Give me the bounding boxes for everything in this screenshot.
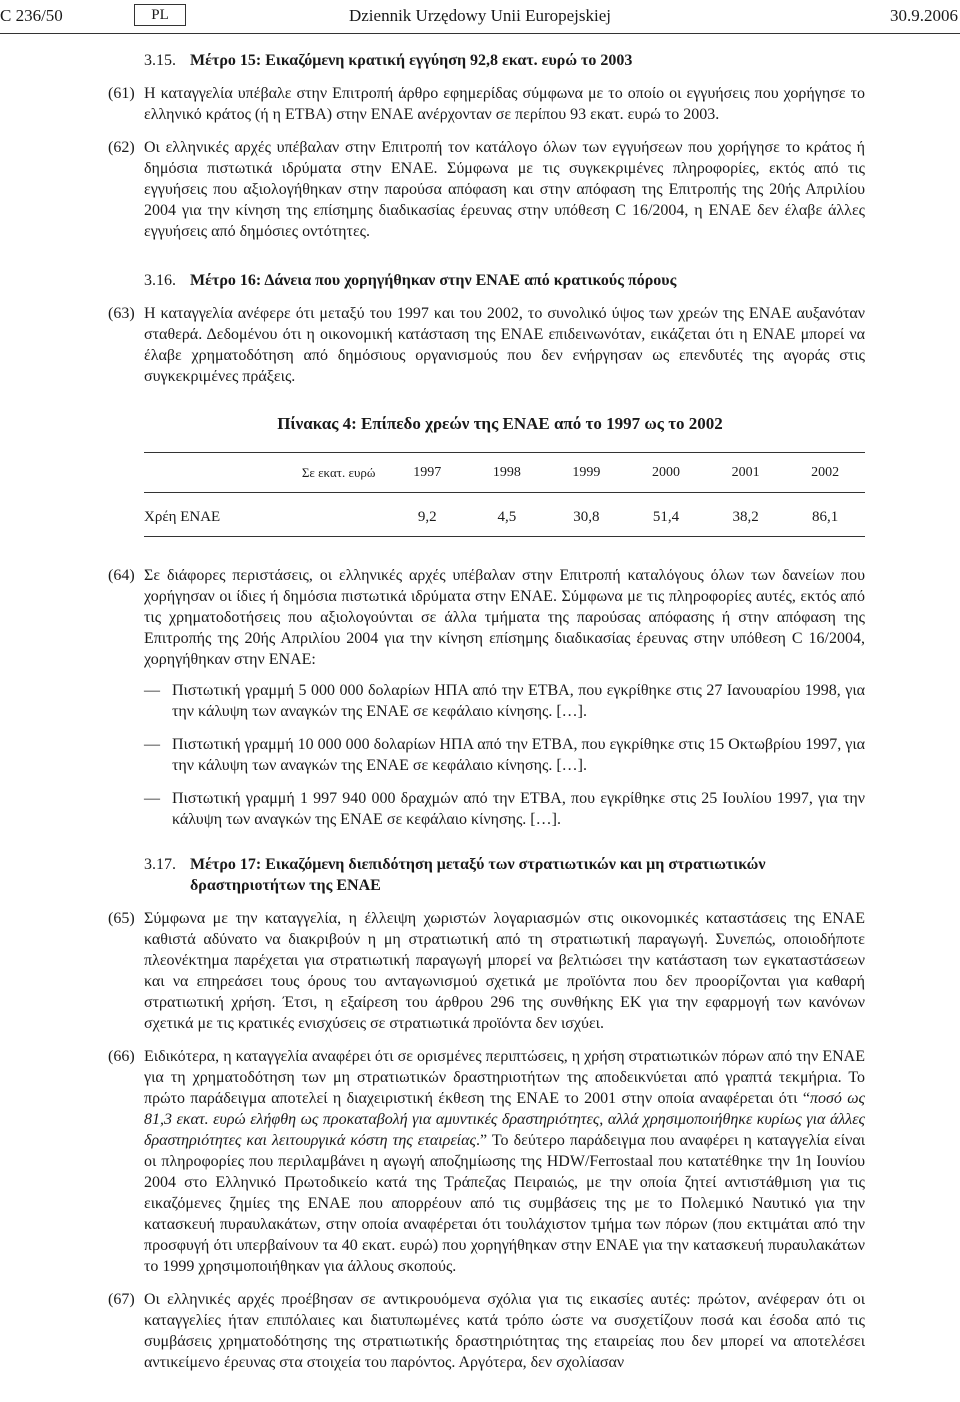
section-title: Μέτρο 17: Εικαζόμενη διεπιδότηση μεταξύ των στρατιωτικών και μη στρατιωτικών δραστηριοτήτων της ΕΝΑΕ [190, 856, 766, 894]
list-item: — Πιστωτική γραμμή 1 997 940 000 δραχμών από την ΕΤΒΑ, που εγκρίθηκε στις 25 Ιουλίου 1997, για την κάλυψη των αναγκών της ΕΝΑΕ σε κεφάλαιο κίνησης. […]. [144, 790, 865, 828]
year-cell: 1997 [387, 453, 467, 493]
paragraph-61 [0, 83, 960, 125]
year-cell: 2001 [706, 453, 786, 493]
paragraph-number: (62) [108, 139, 135, 156]
section-number: 3.15. [144, 52, 176, 69]
paragraph-65 [0, 908, 960, 1034]
paragraph-text: Η καταγγελία υπέβαλε στην Επιτροπή άρθρο εφημερίδας σύμφωνα με το οποίο οι εγγυήσεις που χορήγησε το ελληνικό κράτος (ή η ΕΤΒΑ) στην ΕΝΑΕ ανέρχονταν σε περίπου 93 εκατ. ευρώ το 2003. [144, 85, 865, 123]
table-header-row [144, 453, 865, 493]
paragraph-text: Ειδικότερα, η καταγγελία αναφέρει ότι σε ορισμένες περιπτώσεις, η χρήση στρατιωτικών πόρων από την ΕΝΑΕ για τη χρηματοδότηση των μη στρατιωτικών δραστηριοτήτων της αποδεικνύεται από γραπτά τεκμήρια. Το πρώτο παράδειγμα αποτελεί η διαχειριστική έκθεση της ΕΝΑΕ το 2001 στην οποία αναφέρεται ότι “ [144, 1048, 865, 1107]
section-3-17 [0, 854, 960, 896]
year-cell: 1998 [467, 453, 547, 493]
paragraph-64 [0, 565, 960, 670]
paragraph-67 [0, 1289, 960, 1373]
list-item-text: Πιστωτική γραμμή 5 000 000 δολαρίων ΗΠΑ από την ΕΤΒΑ, που εγκρίθηκε στις 27 Ιανουαρίου 1998, για την κάλυψη των αναγκών της ΕΝΑΕ σε κεφάλαιο κίνησης. […]. [172, 682, 865, 720]
list-item-text: Πιστωτική γραμμή 1 997 940 000 δραχμών από την ΕΤΒΑ, που εγκρίθηκε στις 25 Ιουλίου 1997, για την κάλυψη των αναγκών της ΕΝΑΕ σε κεφάλαιο κίνησης. […]. [172, 790, 865, 828]
paragraph-66 [0, 1046, 960, 1277]
section-number: 3.17. [144, 856, 176, 873]
paragraph-62 [0, 137, 960, 242]
page-number: C 236/50 [0, 6, 63, 25]
table-row [144, 493, 865, 537]
list-item: — Πιστωτική γραμμή 10 000 000 δολαρίων ΗΠΑ από την ΕΤΒΑ, που εγκρίθηκε στις 15 Οκτωβρίου 1997, για την κάλυψη των αναγκών της ΕΝΑΕ σε κεφάλαιο κίνησης. […]. [144, 736, 865, 774]
paragraph-text: Οι ελληνικές αρχές υπέβαλαν στην Επιτροπή τον κατάλογο όλων των εγγυήσεων που χορήγησε το κράτος ή δημόσια πιστωτικά ιδρύματα στην ΕΝΑΕ. Σύμφωνα με τις συγκεκριμένες πληροφορίες, εκτός από τις εγγυήσεις που αξιολογήθηκαν στην παρούσα απόφαση και στην απόφαση της Επιτροπής της 20ής Απριλίου 2004 για την κίνηση της επίσημης διαδικασίας έρευνας στην υπόθεση C 16/2004, η ΕΝΑΕ δεν έλαβε άλλες εγγυήσεις από δημόσιες οντότητες. [144, 139, 865, 240]
paragraph-number: (63) [108, 305, 135, 322]
journal-title: Dziennik Urzędowy Unii Europejskiej [348, 6, 611, 25]
paragraph-number: (67) [108, 1291, 135, 1308]
quoted-excerpt: ποσό ως 81,3 εκατ. ευρώ ελήφθη ως προκαταβολή για αμυντικές δραστηριότητες, αλλά χρησιμοποιήθηκε κυρίως για άλλες δραστηριότητες και λειτουργικά κόστη της εταιρείας [144, 1090, 865, 1149]
language-code: PL [134, 4, 186, 26]
paragraph-text: Η καταγγελία ανέφερε ότι μεταξύ του 1997 και του 2002, το συνολικό ύψος των χρεών της ΕΝΑΕ αυξανόταν σταθερά. Δεδομένου ότι η οικονομική κατάσταση της ΕΝΑΕ επιδεινωνόταν, εικάζεται ότι η ΕΝΑΕ μπορεί να έλαβε χρηματοδότηση από δημόσιους οργανισμούς που δεν ενήργησαν ως επενδυτές της αγοράς στις συγκεκριμένες πράξεις. [144, 305, 865, 385]
value-cell: 30,8 [547, 493, 627, 537]
list-item-text: Πιστωτική γραμμή 10 000 000 δολαρίων ΗΠΑ από την ΕΤΒΑ, που εγκρίθηκε στις 15 Οκτωβρίου 1997, για την κάλυψη των αναγκών της ΕΝΑΕ σε κεφάλαιο κίνησης. […]. [172, 736, 865, 774]
paragraph-text: Σε διάφορες περιστάσεις, οι ελληνικές αρχές υπέβαλαν στην Επιτροπή καταλόγους όλων των δανείων που χορήγησαν οι ίδιες ή δημόσια πιστωτικά ιδρύματα στην ΕΝΑΕ. Σύμφωνα με τις πληροφορίες αυτές, εκτός από τις χρηματοδοτήσεις που αξιολογούνται σε άλλα τμήματα της παρούσας απόφασης ή στην απόφαση της Επιτροπής της 20ής Απριλίου 2004 για την κίνηση επίσημης διαδικασίας έρευνας στην υπόθεση C 16/2004, χορηγήθηκαν στην ΕΝΑΕ: [144, 567, 865, 668]
debt-table [144, 452, 865, 537]
paragraph-number: (66) [108, 1048, 135, 1065]
paragraph-text: Σύμφωνα με την καταγγελία, η έλλειψη χωριστών λογαριασμών στις οικονομικές καταστάσεις της ΕΝΑΕ καθιστά αδύνατο να διακριβούν η μη στρατιωτική από τη στρατιωτική παραγωγή. Συνεπώς, οποιοδήποτε πλεονέκτημα παρέχεται για στρατιωτική παραγωγή μπορεί να βελτιώσει την κατάσταση των εγκαταστάσεων και να επηρεάσει τους όρους του ανταγωνισμού σχετικά με προϊόντα που δεν προορίζονται για καθαρή στρατιωτική χρήση. Έτσι, η εξαίρεση του άρθρου 296 της συνθήκης ΕΚ για την εφαρμογή των κανόνων σχετικά με τις κρατικές ενισχύσεις σε στρατιωτικά προϊόντα δεν ισχύει. [144, 910, 865, 1032]
unit-label: Σε εκατ. ευρώ [144, 453, 387, 493]
year-cell: 1999 [547, 453, 627, 493]
document-body [0, 38, 960, 1373]
value-cell: 86,1 [785, 493, 865, 537]
value-cell: 38,2 [706, 493, 786, 537]
header-rule [0, 33, 960, 34]
issue-date: 30.9.2006 [890, 6, 958, 25]
section-3-15 [0, 50, 960, 71]
paragraph-text: Οι ελληνικές αρχές προέβησαν σε αντικρουόμενα σχόλια για τις εικασίες αυτές: πρώτον, ανέφεραν ότι οι καταγγελίες ήταν επιπόλαιες και διατυπωμένες κατά τρόπο ώστε να συσχετίζουν ποσά και έσοδα από τις συμβάσεις χρηματοδότησης της στρατιωτικής δραστηριότητας της εταιρείας που δεν μπορεί να αποτελέσει αντικείμενο έρευνας στα στοιχεία του παρόντος. Αργότερα, δεν σχολίασαν [144, 1291, 865, 1371]
paragraph-text: .” Το δεύτερο παράδειγμα που αναφέρει η καταγγελία είναι οι πληροφορίες που περιλαμβάνει η αγωγή αποζημίωσης της HDW/Ferrostaal που κατατέθηκε την 1η Ιουνίου 2004 στο Ελληνικό Πρωτοδικείο κατά της Τράπεζας Πειραιώς, με την οποία ζητεί αντιστάθμιση για τις εικαζόμενες ζημίες της ΕΝΑΕ που απορρέουν από τις συμβάσεις της με το Πολεμικό Ναυτικό για την κατασκευή πυραυλακάτων, στην οποία αναφέρεται ότι τουλάχιστον τμήμα των πόρων (που εκτιμάται από την προσφυγή ότι υπερβαίνουν τα 40 εκατ. ευρώ) που χορηγήθηκαν στην ΕΝΑΕ για την κατασκευή πυραυλακάτων το 1999 χρησιμοποιήθηκαν για άλλους σκοπούς. [144, 1132, 865, 1275]
year-cell: 2000 [626, 453, 706, 493]
paragraph-63 [0, 303, 960, 387]
paragraph-number: (65) [108, 910, 135, 927]
value-cell: 4,5 [467, 493, 547, 537]
section-title: Μέτρο 16: Δάνεια που χορηγήθηκαν στην ΕΝΑΕ από κρατικούς πόρους [190, 272, 677, 289]
year-cell: 2002 [785, 453, 865, 493]
value-cell: 51,4 [626, 493, 706, 537]
table-title: Πίνακας 4: Επίπεδο χρεών της ΕΝΑΕ από το 1997 ως το 2002 [277, 414, 723, 433]
row-label: Χρέη ΕΝΑΕ [144, 493, 387, 537]
section-title: Μέτρο 15: Εικαζόμενη κρατική εγγύηση 92,8 εκατ. ευρώ το 2003 [190, 52, 633, 69]
page-header [0, 0, 960, 30]
section-number: 3.16. [144, 272, 176, 289]
value-cell: 9,2 [387, 493, 467, 537]
paragraph-number: (64) [108, 567, 135, 584]
list-item: — Πιστωτική γραμμή 5 000 000 δολαρίων ΗΠΑ από την ΕΤΒΑ, που εγκρίθηκε στις 27 Ιανουαρίου 1998, για την κάλυψη των αναγκών της ΕΝΑΕ σε κεφάλαιο κίνησης. […]. [144, 682, 865, 720]
paragraph-number: (61) [108, 85, 135, 102]
section-3-16 [0, 270, 960, 291]
